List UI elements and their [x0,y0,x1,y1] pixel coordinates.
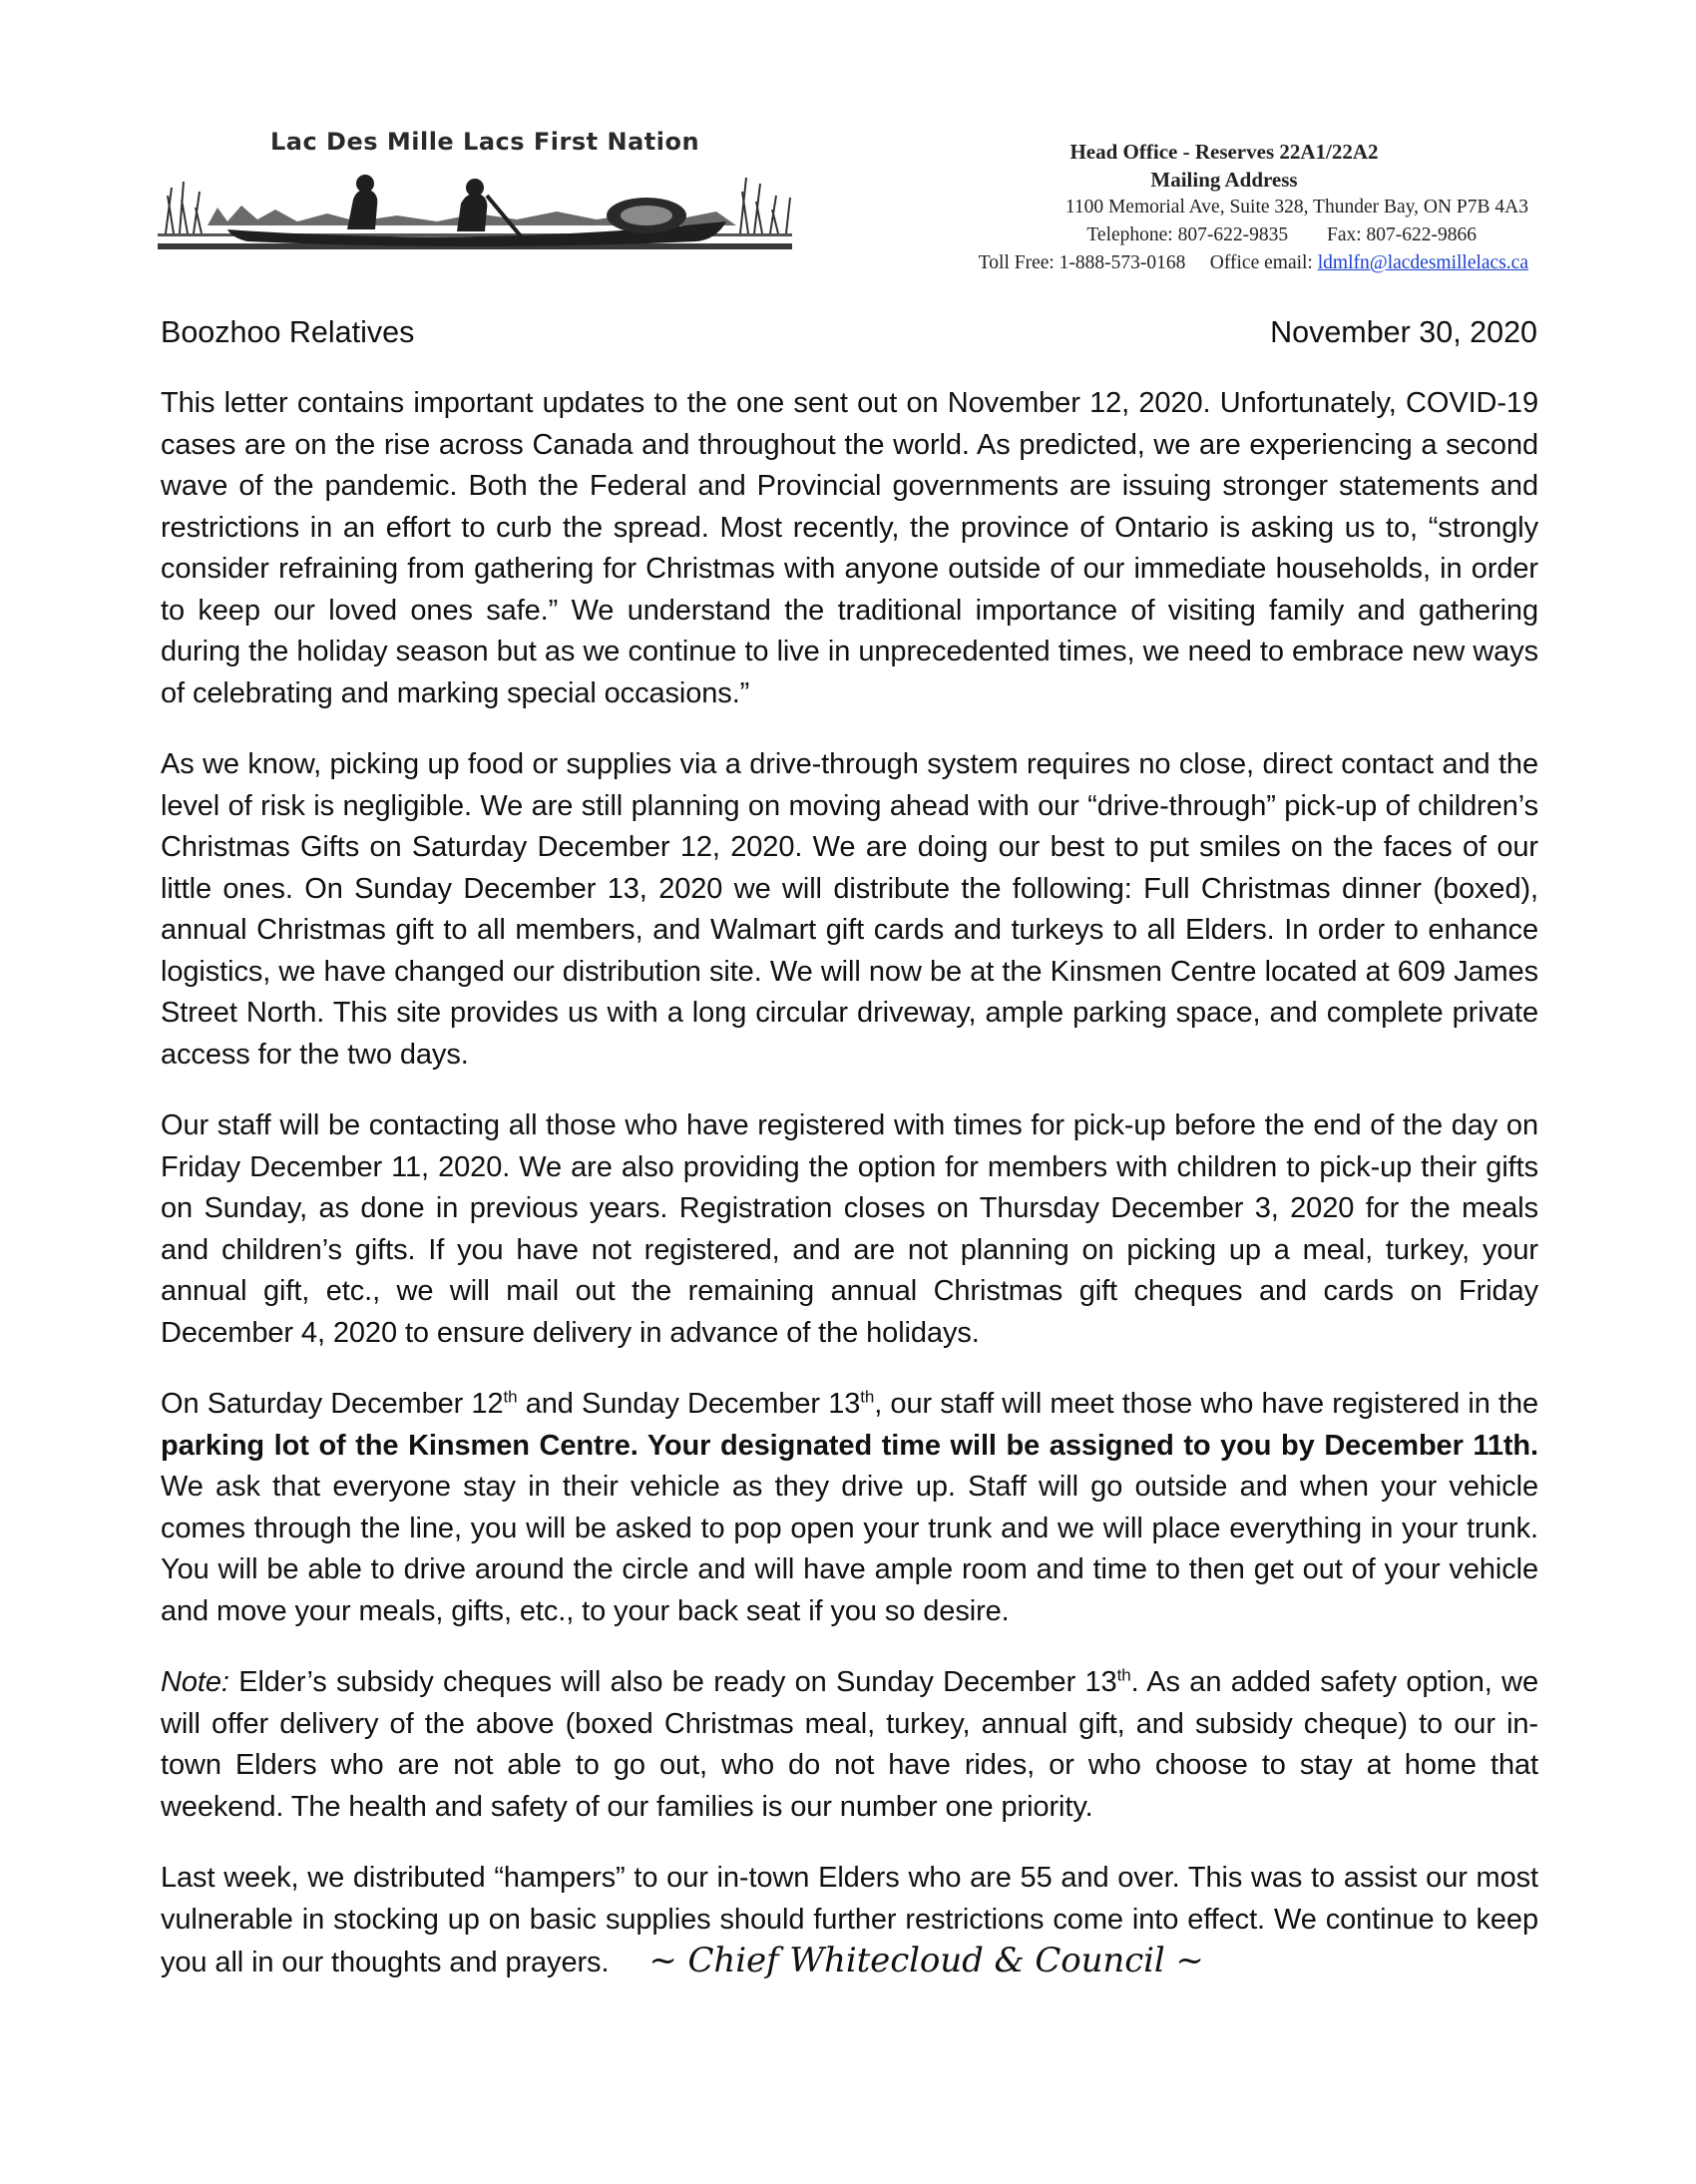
paragraph-4: On Saturday December 12th and Sunday December 13th, our staff will meet those who have registered in the parking lot of the Kinsmen Centre. Your designated time will be assigned to you by December 11th. We ask that everyone stay in their vehicle as they drive up. Staff will go outside and when your vehicle comes through the line, you will be asked to pop open your trunk and we will place everything in your trunk. You will be able to drive around the circle and will have ample room and time to then get out of your vehicle and move your meals, gifts, etc., to your back seat if you so desire. [161,1387,1539,1627]
paragraph-5: Note: Elder’s subsidy cheques will also be ready on Sunday December 13th. As an added safety option, we will offer delivery of the above (boxed Christmas meal, turkey, annual gift, and subsidy cheque) to our in-town Elders who are not able to go out, who do not have rides, or who choose to stay at home that weekend. The health and safety of our families is our number one priority. [161,1665,1538,1823]
letter-date: November 30, 2020 [1270,315,1537,349]
toll-free: Toll Free: 1-888-573-0168 [978,252,1186,273]
note-label: Note: [161,1666,229,1698]
email-link[interactable]: ldmlfn@lacdesmillelacs.ca [1317,252,1528,273]
mailing-address-label: Mailing Address [1150,168,1298,192]
canoe-logo-art [158,148,796,259]
bold-instructions: parking lot of the Kinsmen Centre. Your designated time will be assigned to you by December 11th. [161,1429,1538,1462]
letter-body [161,383,1538,2014]
head-office-line: Head Office - Reserves 22A1/22A2 [1069,140,1379,164]
paragraph-2: As we know, picking up food or supplies via a drive-through system requires no close, direct contact and the level of risk is negligible. We are still planning on moving ahead with our “drive-through” pick-up of children’s Christmas Gifts on Saturday December 12, 2020. We are doing our best to put smiles on the faces of our little ones. On Sunday December 13, 2020 we will distribute the following: Full Christmas dinner (boxed), annual Christmas gift to all members, and Walmart gift cards and turkeys to all Elders. In order to enhance logistics, we have changed our distribution site. We will now be at the Kinsmen Centre located at 609 James Street North. This site provides us with a long circular driveway, ample parking space, and complete private access for the two days. [161,748,1538,1071]
letterhead-contact-block [810,138,1528,277]
phone-fax-line [810,221,1528,249]
paragraph-1: This letter contains important updates to the one sent out on November 12, 2020. Unfortunately, COVID-19 cases are on the rise across Canada and throughout the world. As predicted, we are experiencing a second wave of the pandemic. Both the Federal and Provincial governments are issuing stronger statements and restrictions in an effort to curb the spread. Most recently, the province of Ontario is asking us to, “strongly consider refraining from gathering for Christmas with anyone outside of our immediate households, in order to keep our loved ones safe.” We understand the traditional importance of visiting family and gathering during the holiday season but as we continue to live in unprecedented times, we need to embrace new ways of celebrating and marking special occasions.” [161,387,1538,709]
street-address: 1100 Memorial Ave, Suite 328, Thunder Bay, ON P7B 4A3 [1064,197,1528,218]
email-label: Office email: [1209,252,1313,273]
organization-logo [158,128,796,257]
greeting-row [161,315,1537,350]
toll-free-email-line [810,249,1528,277]
signature: ~ Chief Whitecloud & Council ~ [648,1941,1204,1980]
logo-title: Lac Des Mille Lacs First Nation [269,128,700,156]
paragraph-6: Last week, we distributed “hampers” to our in-town Elders who are 55 and over. This was to assist our most vulnerable in stocking up on basic supplies should further restrictions come into effect. We continue to keep you all in our thoughts and prayers. ~ Chief Whitecloud & Council ~ [161,1862,1538,1980]
fax: Fax: 807-622-9866 [1326,224,1477,245]
paragraph-3: Our staff will be contacting all those who have registered with times for pick-up before the end of the day on Friday December 11, 2020. We are also providing the option for members with children to pick-up their gifts on Sunday, as done in previous years. Registration closes on Thursday December 3, 2020 for the meals and children’s gifts. If you have not registered, and are not planning on picking up a meal, turkey, your annual gift, etc., we will mail out the remaining annual Christmas gift cheques and cards on Friday December 4, 2020 to ensure delivery in advance of the holidays. [161,1109,1538,1349]
greeting: Boozhoo Relatives [161,315,415,349]
telephone: Telephone: 807-622-9835 [1086,224,1289,245]
